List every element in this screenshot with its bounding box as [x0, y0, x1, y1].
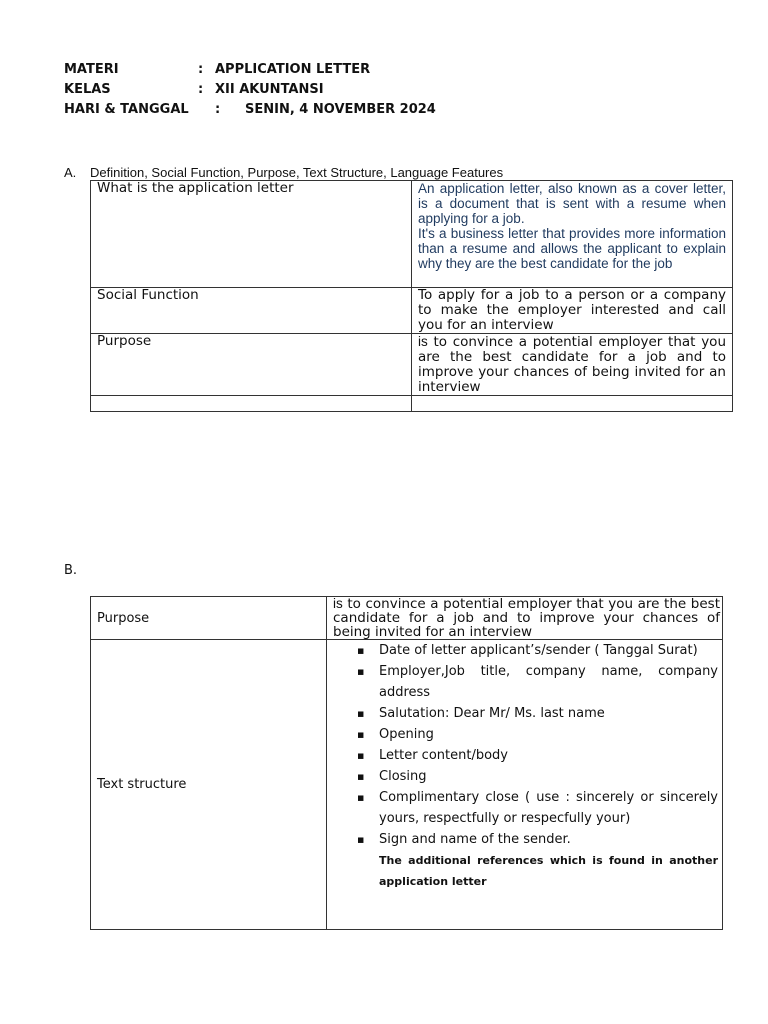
definition-text: An application letter, also known as a cover letter, [418, 181, 726, 196]
structure-list [333, 640, 718, 892]
header-separator: : [198, 82, 204, 97]
section-a-title: Definition, Social Function, Purpose, Text Structure, Language Features [90, 165, 504, 180]
structure-table [90, 596, 723, 930]
header-row-materi [64, 60, 664, 80]
list-item: ▪ Letter content/body [333, 745, 718, 766]
table-row [91, 334, 733, 396]
table-row [91, 640, 723, 930]
row-label: Text structure [91, 640, 327, 930]
header-value: SENIN, 4 NOVEMBER 2024 [245, 102, 436, 117]
table-row [91, 288, 733, 334]
social-function-cell: To apply for a job to a person or a company to make the employer interested and call you for an interview [412, 288, 733, 334]
additional-references-note: The additional references which is found in another application letter [379, 854, 718, 888]
list-item: ▪ Date of letter applicant’s/sender ( Tanggal Surat) [333, 640, 718, 661]
definition-text: is a document that is sent with a resume when applying for a job. [418, 196, 726, 226]
empty-cell [412, 396, 733, 412]
header-row-kelas [64, 80, 664, 100]
definition-table [90, 180, 733, 412]
header-label: MATERI [64, 62, 119, 77]
header-separator: : [198, 62, 204, 77]
purpose-cell [412, 334, 733, 396]
purpose-cell [327, 597, 723, 640]
definition-paragraph-2: It's a business letter that provides more information than a resume and allows the applicant to explain why they are the best candidate for the job [418, 226, 726, 271]
row-label: Purpose [91, 334, 412, 396]
header-row-hari-tanggal [64, 100, 664, 120]
table-row [91, 181, 733, 288]
structure-list-cell [327, 640, 723, 930]
header-value: XII AKUNTANSI [215, 82, 324, 97]
list-item: ▪ Salutation: Dear Mr/ Ms. last name [333, 703, 718, 724]
header-label: KELAS [64, 82, 111, 97]
table-row [91, 396, 733, 412]
list-item: ▪ Employer,Job title, company name, company address [333, 661, 718, 703]
list-item: ▪ Opening [333, 724, 718, 745]
row-label: Purpose [91, 597, 327, 640]
section-b-heading: B. [64, 563, 78, 578]
purpose-text: to convince a potential employer that you are the best candidate for a job and to improve your chances of being invited for an interview [418, 334, 726, 395]
purpose-prefix: is [333, 596, 343, 611]
empty-cell [91, 396, 412, 412]
definition-cell [412, 181, 733, 288]
header-label: HARI & TANGGAL [64, 102, 189, 117]
definition-paragraph-1 [418, 181, 726, 226]
header-separator: : [215, 102, 221, 117]
list-item: ▪ Sign and name of the sender. [333, 829, 718, 850]
row-label: What is the application letter [91, 181, 412, 288]
section-a-heading [64, 165, 503, 180]
list-item: ▪ Closing [333, 766, 718, 787]
document-header [64, 60, 664, 120]
table-row [91, 597, 723, 640]
list-item: ▪ Complimentary close ( use : sincerely or sincerely yours, respectfully or respecfully your) [333, 787, 718, 829]
section-a-letter: A. [64, 165, 77, 180]
purpose-prefix: is [418, 334, 428, 349]
purpose-text: to convince a potential employer that you are the best candidate for a job and to improve your chances of being invited for an interview [333, 596, 720, 640]
header-value: APPLICATION LETTER [215, 62, 371, 77]
row-label: Social Function [91, 288, 412, 334]
